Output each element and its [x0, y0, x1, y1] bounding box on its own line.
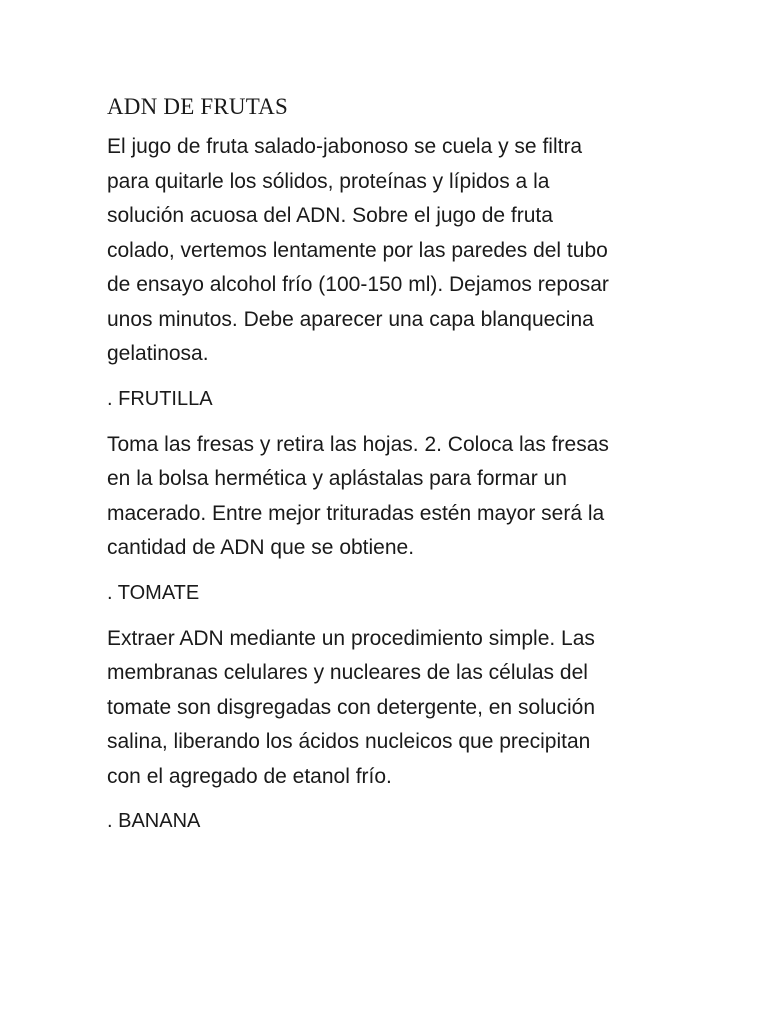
intro-paragraph: El jugo de fruta salado-jabonoso se cuela y se filtra para quitarle los sólidos, proteínas y lípidos a la solución acuosa del ADN. Sobre el jugo de fruta colado, vertemos lentamente por las paredes del tubo de ensayo alcohol frío (100-150 ml). Dejamos reposar unos minutos. Debe aparecer una capa blanquecina gelatinosa. — [107, 135, 609, 365]
document-title: ADN DE FRUTAS — [107, 94, 288, 119]
section-text-frutilla: Toma las fresas y retira las hojas. 2. Coloca las fresas en la bolsa hermética y aplástalas para formar un macerado. Entre mejor trituradas estén mayor será la cantidad de ADN que se obtiene. — [107, 432, 609, 559]
section-text-tomate: Extraer ADN mediante un procedimiento simple. Las membranas celulares y nucleares de las células del tomate son disgregadas con detergente, en solución salina, liberando los ácidos nucleicos que precipitan con el agregado de etanol frío. — [107, 626, 595, 788]
section-label-frutilla: . FRUTILLA — [107, 387, 213, 410]
section-label-banana: . BANANA — [107, 810, 201, 832]
section-label-tomate: . TOMATE — [107, 581, 200, 604]
